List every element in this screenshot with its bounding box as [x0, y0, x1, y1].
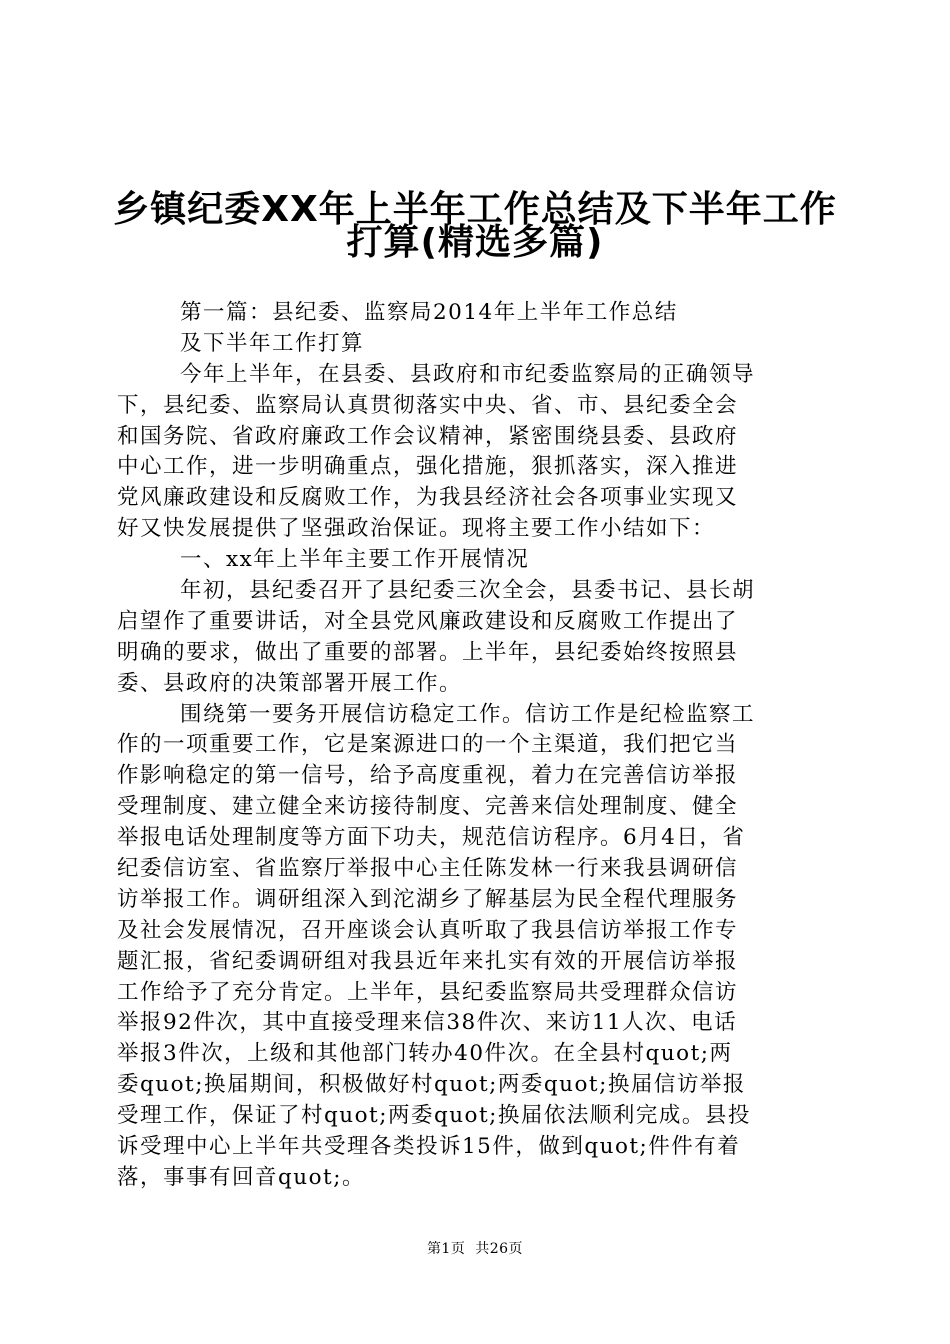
document-body: [117, 298, 837, 1194]
body-line: 和国务院、省政府廉政工作会议精神，紧密围绕县委、县政府: [117, 423, 739, 449]
body-line: 党风廉政建设和反腐败工作，为我县经济社会各项事业实现又: [117, 485, 739, 511]
body-line: 下，县纪委、监察局认真贯彻落实中央、省、市、县纪委全会: [117, 392, 739, 418]
body-line: 今年上半年，在县委、县政府和市纪委监察局的正确领导: [180, 361, 756, 387]
document-title-line-2: 打算(精选多篇): [346, 222, 604, 263]
body-line: 举报3件次，上级和其他部门转办40件次。在全县村quot;两: [117, 1041, 733, 1067]
body-line: 好又快发展提供了坚强政治保证。现将主要工作小结如下：: [117, 516, 716, 542]
body-line: 中心工作，进一步明确重点，强化措施，狠抓落实，深入推进: [117, 454, 739, 480]
body-line: 一、xx年上半年主要工作开展情况: [180, 547, 530, 573]
body-line: 及社会发展情况，召开座谈会认真听取了我县信访举报工作专: [117, 917, 739, 943]
body-line: 启望作了重要讲话，对全县党风廉政建设和反腐败工作提出了: [117, 608, 739, 634]
body-line: 受理工作，保证了村quot;两委quot;换届依法顺利完成。县投: [117, 1103, 751, 1129]
body-line: 第一篇：县纪委、监察局2014年上半年工作总结: [180, 300, 678, 325]
body-line: 年初，县纪委召开了县纪委三次全会，县委书记、县长胡: [180, 578, 756, 604]
body-line: 委、县政府的决策部署开展工作。: [117, 670, 463, 696]
page-number-label: 第1页 共26页: [426, 1241, 524, 1257]
body-line: 题汇报，省纪委调研组对我县近年来扎实有效的开展信访举报: [117, 948, 739, 974]
body-line: 纪委信访室、省监察厅举报中心主任陈发林一行来我县调研信: [117, 856, 739, 882]
body-line: 围绕第一要务开展信访稳定工作。信访工作是纪检监察工: [180, 701, 756, 727]
body-line: 落，事事有回音quot;。: [117, 1164, 365, 1190]
body-line: 明确的要求，做出了重要的部署。上半年，县纪委始终按照县: [117, 639, 739, 665]
body-line: 作影响稳定的第一信号，给予高度重视，着力在完善信访举报: [117, 763, 739, 789]
body-line: 举报电话处理制度等方面下功夫，规范信访程序。6月4日，省: [117, 825, 746, 851]
body-line: 诉受理中心上半年共受理各类投诉15件，做到quot;件件有着: [117, 1134, 741, 1160]
document-title-line-1: 乡镇纪委XX年上半年工作总结及下半年工作: [113, 189, 837, 230]
page-footer: [0, 1240, 950, 1258]
body-line: 工作给予了充分肯定。上半年，县纪委监察局共受理群众信访: [117, 979, 739, 1005]
body-line: 委quot;换届期间，积极做好村quot;两委quot;换届信访举报: [117, 1072, 746, 1098]
body-line: 受理制度、建立健全来访接待制度、完善来信处理制度、健全: [117, 794, 739, 820]
body-line: 访举报工作。调研组深入到沱湖乡了解基层为民全程代理服务: [117, 886, 739, 912]
body-line: 举报92件次，其中直接受理来信38件次、来访11人次、电话: [117, 1010, 738, 1036]
body-line: 及下半年工作打算: [180, 330, 365, 356]
body-line: 作的一项重要工作，它是案源进口的一个主渠道，我们把它当: [117, 732, 739, 758]
